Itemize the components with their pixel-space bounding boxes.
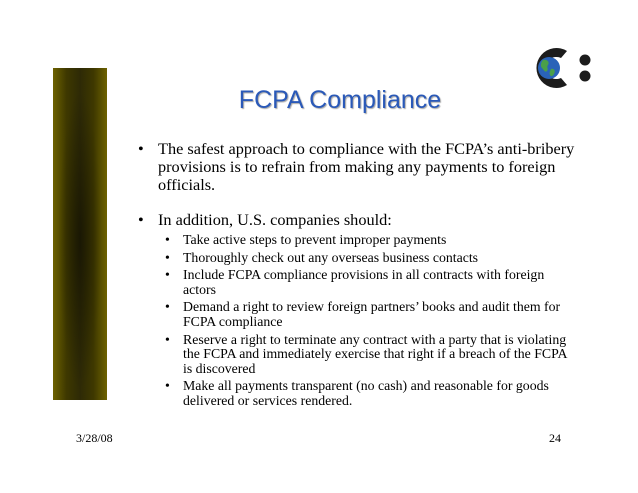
sub-bullet-item	[165, 233, 578, 248]
decorative-sidebar-bar	[53, 68, 107, 400]
bullet-mark: •	[138, 210, 144, 229]
sub-bullet-item	[165, 268, 578, 297]
sub-bullet-text: Thoroughly check out any overseas business contacts	[183, 249, 479, 265]
page-number: 24	[549, 431, 561, 445]
sub-bullet-mark: •	[165, 232, 170, 247]
sub-bullet-text: Take active steps to prevent improper payments	[183, 232, 447, 247]
bullet-text: In addition, U.S. companies should:	[158, 210, 392, 229]
sub-bullet-text: Reserve a right to terminate any contract with a party that is violating the FCPA and immediately exercise that right if a breach of the FCPA is discovered	[183, 331, 567, 376]
sub-bullet-item	[165, 300, 578, 329]
sub-bullet-item	[165, 333, 578, 377]
sub-bullet-mark: •	[165, 249, 170, 265]
company-globe-logo-icon	[523, 43, 603, 93]
sub-bullet-mark: •	[165, 299, 170, 315]
sub-bullet-text: Include FCPA compliance provisions in all contracts with foreign actors	[183, 267, 545, 297]
sub-bullet-mark: •	[165, 378, 170, 394]
bullet-mark: •	[138, 139, 144, 158]
slide-title: FCPA Compliance	[238, 86, 442, 114]
footer-date: 3/28/08	[76, 431, 113, 445]
sub-bullet-item	[165, 379, 578, 408]
bullet-item	[138, 140, 578, 194]
sub-bullet-mark: •	[165, 331, 170, 347]
sub-bullet-text: Make all payments transparent (no cash) and reasonable for goods delivered or services rendered.	[183, 378, 549, 408]
bullet-text: The safest approach to compliance with the FCPA’s anti-bribery provisions is to refrain from making any payments to foreign officials.	[158, 139, 575, 194]
slide-content	[138, 140, 578, 412]
sub-bullet-list	[165, 233, 578, 409]
bullet-item	[138, 211, 578, 229]
sub-bullet-mark: •	[165, 267, 170, 283]
sub-bullet-text: Demand a right to review foreign partners’ books and audit them for FCPA compliance	[183, 299, 561, 329]
sub-bullet-item	[165, 251, 578, 266]
